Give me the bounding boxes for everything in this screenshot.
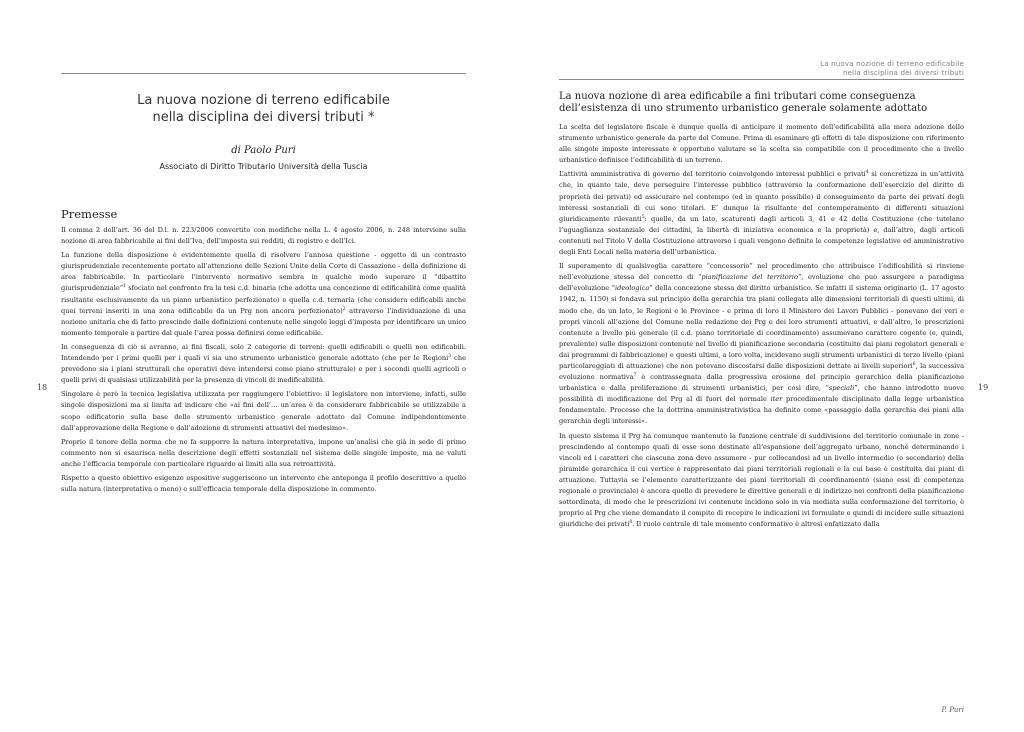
- article-title: [61, 92, 466, 126]
- italic-term: ideologica: [615, 284, 650, 293]
- footnote-marker: 8: [629, 520, 633, 526]
- running-head-line-1: La nuova nozione di terreno edificabile: [820, 60, 964, 68]
- author-affiliation: Associato di Diritto Tributario Università della Tuscia: [159, 162, 368, 171]
- italic-term: iter: [770, 395, 783, 404]
- footnote-marker: 4: [865, 170, 869, 176]
- paragraph: Singolare è però la tecnica legislativa utilizzata per raggiungere l’obiettivo: il legislatore non interviene, infatti, sulle singole disposizioni ma si limita ad indicare che «ai fini dell’… un’area è da considerare fabbricabile se utilizzabile a scopo edificatorio sulla base dello strumento urbanistico generale adottato dal Comune indipendentemente dall’approvazione della Regione e dall’adozione di strumenti attuativi del medesimo».: [61, 390, 466, 432]
- footnote-marker: 6: [912, 361, 916, 367]
- footnote-marker: 1: [123, 284, 126, 290]
- italic-term: speciali: [828, 384, 855, 393]
- paragraph: Rispetto a questo obiettivo esigenze espositive suggeriscono un intervento che anteponga il profilo descrittivo a quello sulla natura (interpretativa o meno) e sull’efficacia temporale della disposizione in commento.: [61, 473, 466, 494]
- paragraph: Il superamento di qualsivoglia carattere “concessorio” nel procedimento che attribuisce l’edificabilità si rinviene nell’evoluzione stessa del concetto di “pianificazione del territorio”, evoluzione che può assurgere a paradigma dell’evoluzione “ideologica” della concezione stessa del diritto urbanistico. Se infatti il sistema originario (L. 17 agosto 1942, n. 1150) si fondava sul principio della gerarchia tra piani collegata alle dimensioni territoriali di questi ultimi, di modo che, da un lato, le Regioni e le Province - e prima di loro il Ministero dei Lavori Pubblici - ponevano dei veri e propri vincoli all’azione del Comune nella redazione dei Prg e dei loro strumenti attuativi, e dall’altro, le prescrizioni contenute a livello più generale (il c.d. piano territoriale di coordinamento) assumevano carattere cogente (e, quindi, prevalente) sulle disposizioni contenute nel livello di pianificazione secondaria (costituito dai piani regolatori generali e dai programmi di fabbricazione) e questi ultimi, a loro volta, incidevano sugli strumenti urbanistici di terzo livello (piani particolareggiati di attuazione) che non potevano discostarsi dalle disposizioni dettate ai livelli superiori$^6$, la successiva evoluzione normativa$^7$ è contrassegnata dalla progressiva erosione del principio gerarchico della pianificazione urbanistica e dalla proliferazione di strumenti urbanistici, per così dire, “speciali”, che hanno introdotto nuove possibilità di modificazione del Prg al di fuori del normale iter procedimentale disciplinato dalla legge urbanistica fondamentale. Processo che la dottrina amministrativistica ha definito come «passaggio dalla gerarchia dei piani alla gerarchia degli interessi».: [559, 262, 965, 426]
- paragraph: La funzione della disposizione è evidentemente quella di risolvere l’annosa questione - oggetto di un contrasto giurisprudenziale recentemente portato all’attenzione delle Sezioni Unite della Corte di Cassazione - della definizione di area fabbricabile. In particolare l’intervento normativo sembra in qualche modo superare il “dibattito giurisprudenziale”$^1$ sfociato nel confronto fra la tesi c.d. binaria (che adotta una concezione di edificabilità come qualità risultante esclusivamente da un piano urbanistico perfezionato) e quella c.d. ternaria (che considera edificabili anche quei terreni inseriti in una zona edificabile da un Prg non ancora perfezionato)$^2$ attraverso l’individuazione di una nozione unitaria che di fatto prescinde dalle definizioni contenute nelle singole leggi d’imposta per identificare un unico momento temporale a partire dal quale l’area possa definirsi come edificabile.: [61, 251, 466, 337]
- paragraph: Il comma 2 dell’art. 36 del D.l. n. 223/2006 convertito con modifiche nella L. 4 agosto 2006, n. 248 interviene sulla nozione di area fabbricabile ai fini dell’Iva, dell’imposta sui redditi, di registro e dell’Ici.: [61, 226, 466, 246]
- italic-term: pianificazione del territorio: [701, 273, 798, 282]
- paragraph: La scelta del legislatore fiscale è dunque quella di anticipare il momento dell’edificabilità alla mera adozione dello strumento urbanistico generale da parte del Comune. Prima di esaminare gli effetti di tale disposizione con riferimento alle singole imposte interessate è opportuno valutare se la scelta sia compatibile con il procedimento che a livello urbanistico definisce l’edificabilità di un terreno.: [559, 123, 964, 165]
- footnote-marker: 3: [448, 354, 452, 360]
- page-number: 19: [978, 383, 989, 392]
- footnote-marker: 2: [342, 306, 346, 312]
- title-line-2: nella disciplina dei diversi tributi *: [152, 110, 375, 125]
- running-head: [820, 60, 964, 78]
- right-page: [512, 0, 1024, 732]
- page-number: 18: [37, 383, 48, 392]
- paragraph: In questo sistema il Prg ha comunque mantenuto la funzione centrale di suddivisione del territorio comunale in zone - prescindendo al contempo quali di esse sono destinate all’espansione dell’aggregato urbano, nonché determinando i vincoli ed i caratteri che ciascuna zona deve assumere - pur collocandosi ad un livello intermedio (o secondario) della piramide gerarchica il cui vertice è rappresentato dai piani territoriali regionali e la cui base è costituita dai piani di attuazione. Tuttavia se l’elemento caratterizzante dei piani territoriali di coordinamento (siano essi di competenza regionale o provinciale) è ancora quello di prevedere le direttive generali e di indirizzo nei confronti della pianificazione sottordinata, di modo che le prescrizioni ivi contenute incidono solo in via mediata sulla conformazione del territorio, è proprio al Prg che viene demandato il compito di recepire le indicazioni ivi formulate e quindi di incidere sulle situazioni giuridiche dei privati$^8$. Il ruolo centrale di tale momento conformativo è altresì enfatizzato dalla: [559, 431, 964, 529]
- paragraph: L’attività amministrativa di governo del territorio coinvolgendo interessi pubblici e privati$^4$ si concretizza in un’attività che, in quanto tale, deve perseguire l’interesse pubblico (attraverso la conformazione dell’esercizio del diritto di proprietà dei privati) ed assicurare nel contempo (ed in quanto possibile) il conseguimento da parte dei privati degli interessi sostanziali di cui sono titolari. E’ dunque la risultante del contemperamento di differenti situazioni giuridicamente rilevanti$^5$: quelle, da un lato, scaturenti dagli articoli 3, 41 e 42 della Costituzione (che tutelano l’uguaglianza sostanziale dei cittadini, la libertà di iniziativa economica e la proprietà) e, dall’altro, dagli articoli contenuti nel Titolo V della Costituzione attraverso i quali vengono definite le competenze legislative ed amministrative degli Enti Locali nella materia dell’urbanistica.: [559, 170, 964, 257]
- header-rule: [61, 73, 466, 74]
- paragraph: In conseguenza di ciò si avranno, ai fini fiscali, solo 2 categorie di terreni: quelli edificabili e quelli non edificabili. Intendendo per i primi quelli per i quali vi sia uno strumento urbanistico generale adottato (che per le Regioni$^3$ che prevedono sia i piani strutturali che operativi deve intendersi come piano strutturale) e per i secondi quelli agricoli o quelli privi di qualsiasi utilizzabilità per la presenza di vincoli di inedificabilità.: [61, 342, 466, 385]
- footnote-marker: 7: [633, 373, 637, 379]
- section-title: Premesse: [61, 207, 118, 221]
- paragraph: Proprio il tenore della norma che ne fa supporre la natura interpretativa, impone un’analisi che già in sede di primo commento non si esaurisca nella descrizione degli effetti sostanziali nel sistema delle singole imposte, ma ne valuti anche l’efficacia temporale con particolare riguardo ai limiti alla sua retroattività.: [61, 437, 466, 468]
- right-body-text: [559, 122, 964, 533]
- footnote-marker: 5: [641, 214, 645, 220]
- footer-author: P. Puri: [941, 706, 964, 714]
- author-name: di Paolo Puri: [231, 145, 296, 156]
- title-line-1: La nuova nozione di terreno edificabile: [137, 93, 390, 108]
- running-head-line-2: nella disciplina dei diversi tributi: [842, 69, 964, 77]
- section-heading: La nuova nozione di area edificabile a fini tributari come conseguenza dell’esistenza di uno strumento urbanistico generale solamente adottato: [559, 91, 928, 114]
- header-rule: [559, 79, 964, 80]
- left-body-text: [61, 225, 466, 498]
